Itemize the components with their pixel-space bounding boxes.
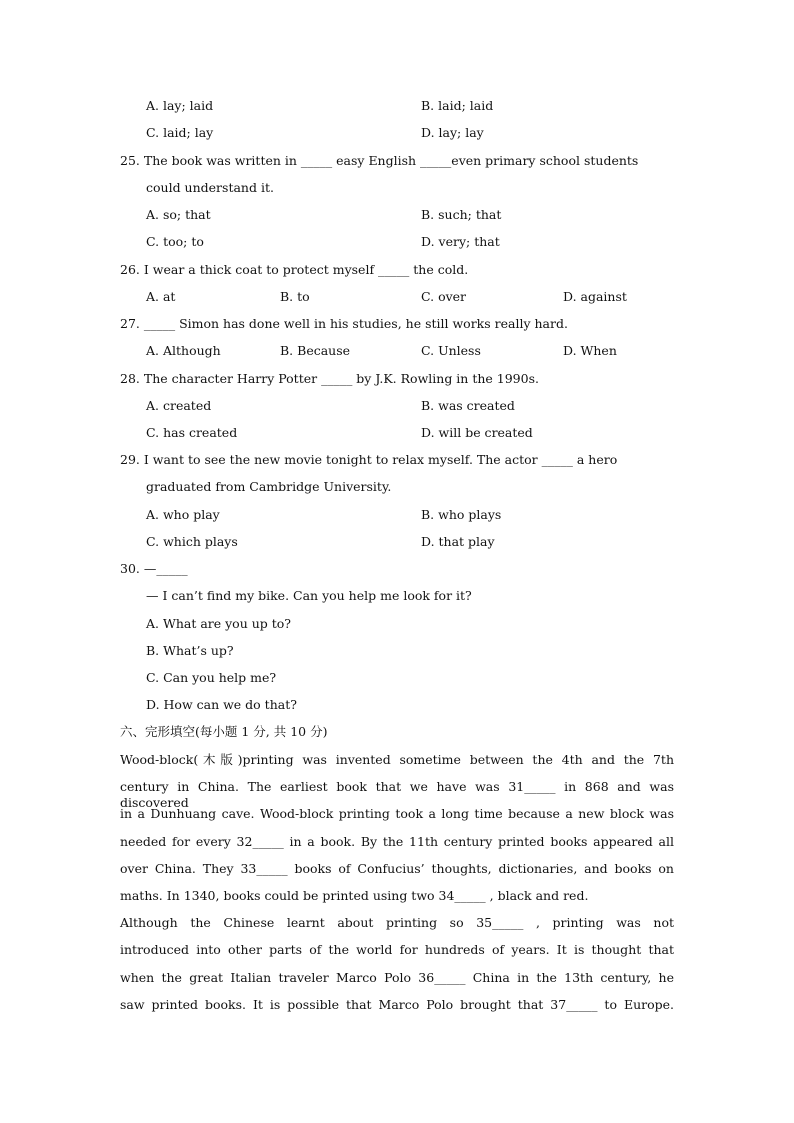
q25-stem-line2: could understand it.: [146, 180, 274, 195]
q29-option-a: A. who play: [146, 507, 220, 522]
q26-option-a: A. at: [146, 289, 176, 304]
q27-option-a: A. Although: [146, 343, 221, 358]
q30-option-a: A. What are you up to?: [146, 616, 292, 631]
q27-option-c: C. Unless: [421, 343, 481, 358]
q26-stem: 26. I wear a thick coat to protect myself _____ the cold.: [120, 262, 469, 277]
q27-option-d: D. When: [563, 343, 617, 358]
q28-option-b: B. was created: [421, 398, 515, 413]
q30-stem-line2: — I can’t find my bike. Can you help me look for it?: [146, 588, 472, 603]
q28-option-c: C. has created: [146, 425, 238, 440]
passage-p2-line1: Although the Chinese learnt about printing so 35_____ , printing was not: [120, 915, 674, 930]
q30-stem-line1: 30. —_____: [120, 561, 188, 576]
q28-option-a: A. created: [146, 398, 212, 413]
q29-option-c: C. which plays: [146, 534, 238, 549]
q29-option-d: D. that play: [421, 534, 495, 549]
q28-option-d: D. will be created: [421, 425, 533, 440]
q25-option-b: B. such; that: [421, 207, 502, 222]
q26-option-b: B. to: [280, 289, 310, 304]
q30-option-c: C. Can you help me?: [146, 670, 277, 685]
q24-option-c: C. laid; lay: [146, 125, 214, 140]
q30-option-b: B. What’s up?: [146, 643, 234, 658]
q25-option-a: A. so; that: [146, 207, 211, 222]
passage-p1-line4: needed for every 32_____ in a book. By the 11th century printed books appeared all: [120, 834, 674, 849]
q28-stem: 28. The character Harry Potter _____ by J.K. Rowling in the 1990s.: [120, 371, 539, 386]
q29-option-b: B. who plays: [421, 507, 502, 522]
passage-p2-line4: saw printed books. It is possible that Marco Polo brought that 37_____ to Europe.: [120, 997, 674, 1012]
q26-option-d: D. against: [563, 289, 627, 304]
q26-option-c: C. over: [421, 289, 467, 304]
passage-p2-line3: when the great Italian traveler Marco Polo 36_____ China in the 13th century, he: [120, 970, 674, 985]
passage-p1-line5: over China. They 33_____ books of Confucius’ thoughts, dictionaries, and books on: [120, 861, 674, 876]
q30-option-d: D. How can we do that?: [146, 697, 297, 712]
q25-option-d: D. very; that: [421, 234, 500, 249]
passage-p1-line1: Wood-block(木版)printing was invented sometime between the 4th and the 7th: [120, 752, 674, 767]
passage-p2-line2: introduced into other parts of the world for hundreds of years. It is thought that: [120, 942, 674, 957]
q27-stem: 27. _____ Simon has done well in his studies, he still works really hard.: [120, 316, 568, 331]
q24-option-d: D. lay; lay: [421, 125, 484, 140]
q29-stem-line1: 29. I want to see the new movie tonight to relax myself. The actor _____ a hero: [120, 452, 618, 467]
q25-option-c: C. too; to: [146, 234, 204, 249]
passage-p1-line6: maths. In 1340, books could be printed using two 34_____ , black and red.: [120, 888, 589, 903]
q25-stem-line1: 25. The book was written in _____ easy English _____even primary school students: [120, 153, 639, 168]
section-heading: 六、完形填空(每小题 1 分, 共 10 分): [120, 724, 328, 739]
q27-option-b: B. Because: [280, 343, 351, 358]
passage-p1-line3: in a Dunhuang cave. Wood-block printing took a long time because a new block was: [120, 806, 674, 821]
passage-p1-line2: century in China. The earliest book that we have was 31_____ in 868 and was discovered: [120, 779, 674, 810]
q24-option-a: A. lay; laid: [146, 98, 214, 113]
q29-stem-line2: graduated from Cambridge University.: [146, 479, 392, 494]
q24-option-b: B. laid; laid: [421, 98, 494, 113]
